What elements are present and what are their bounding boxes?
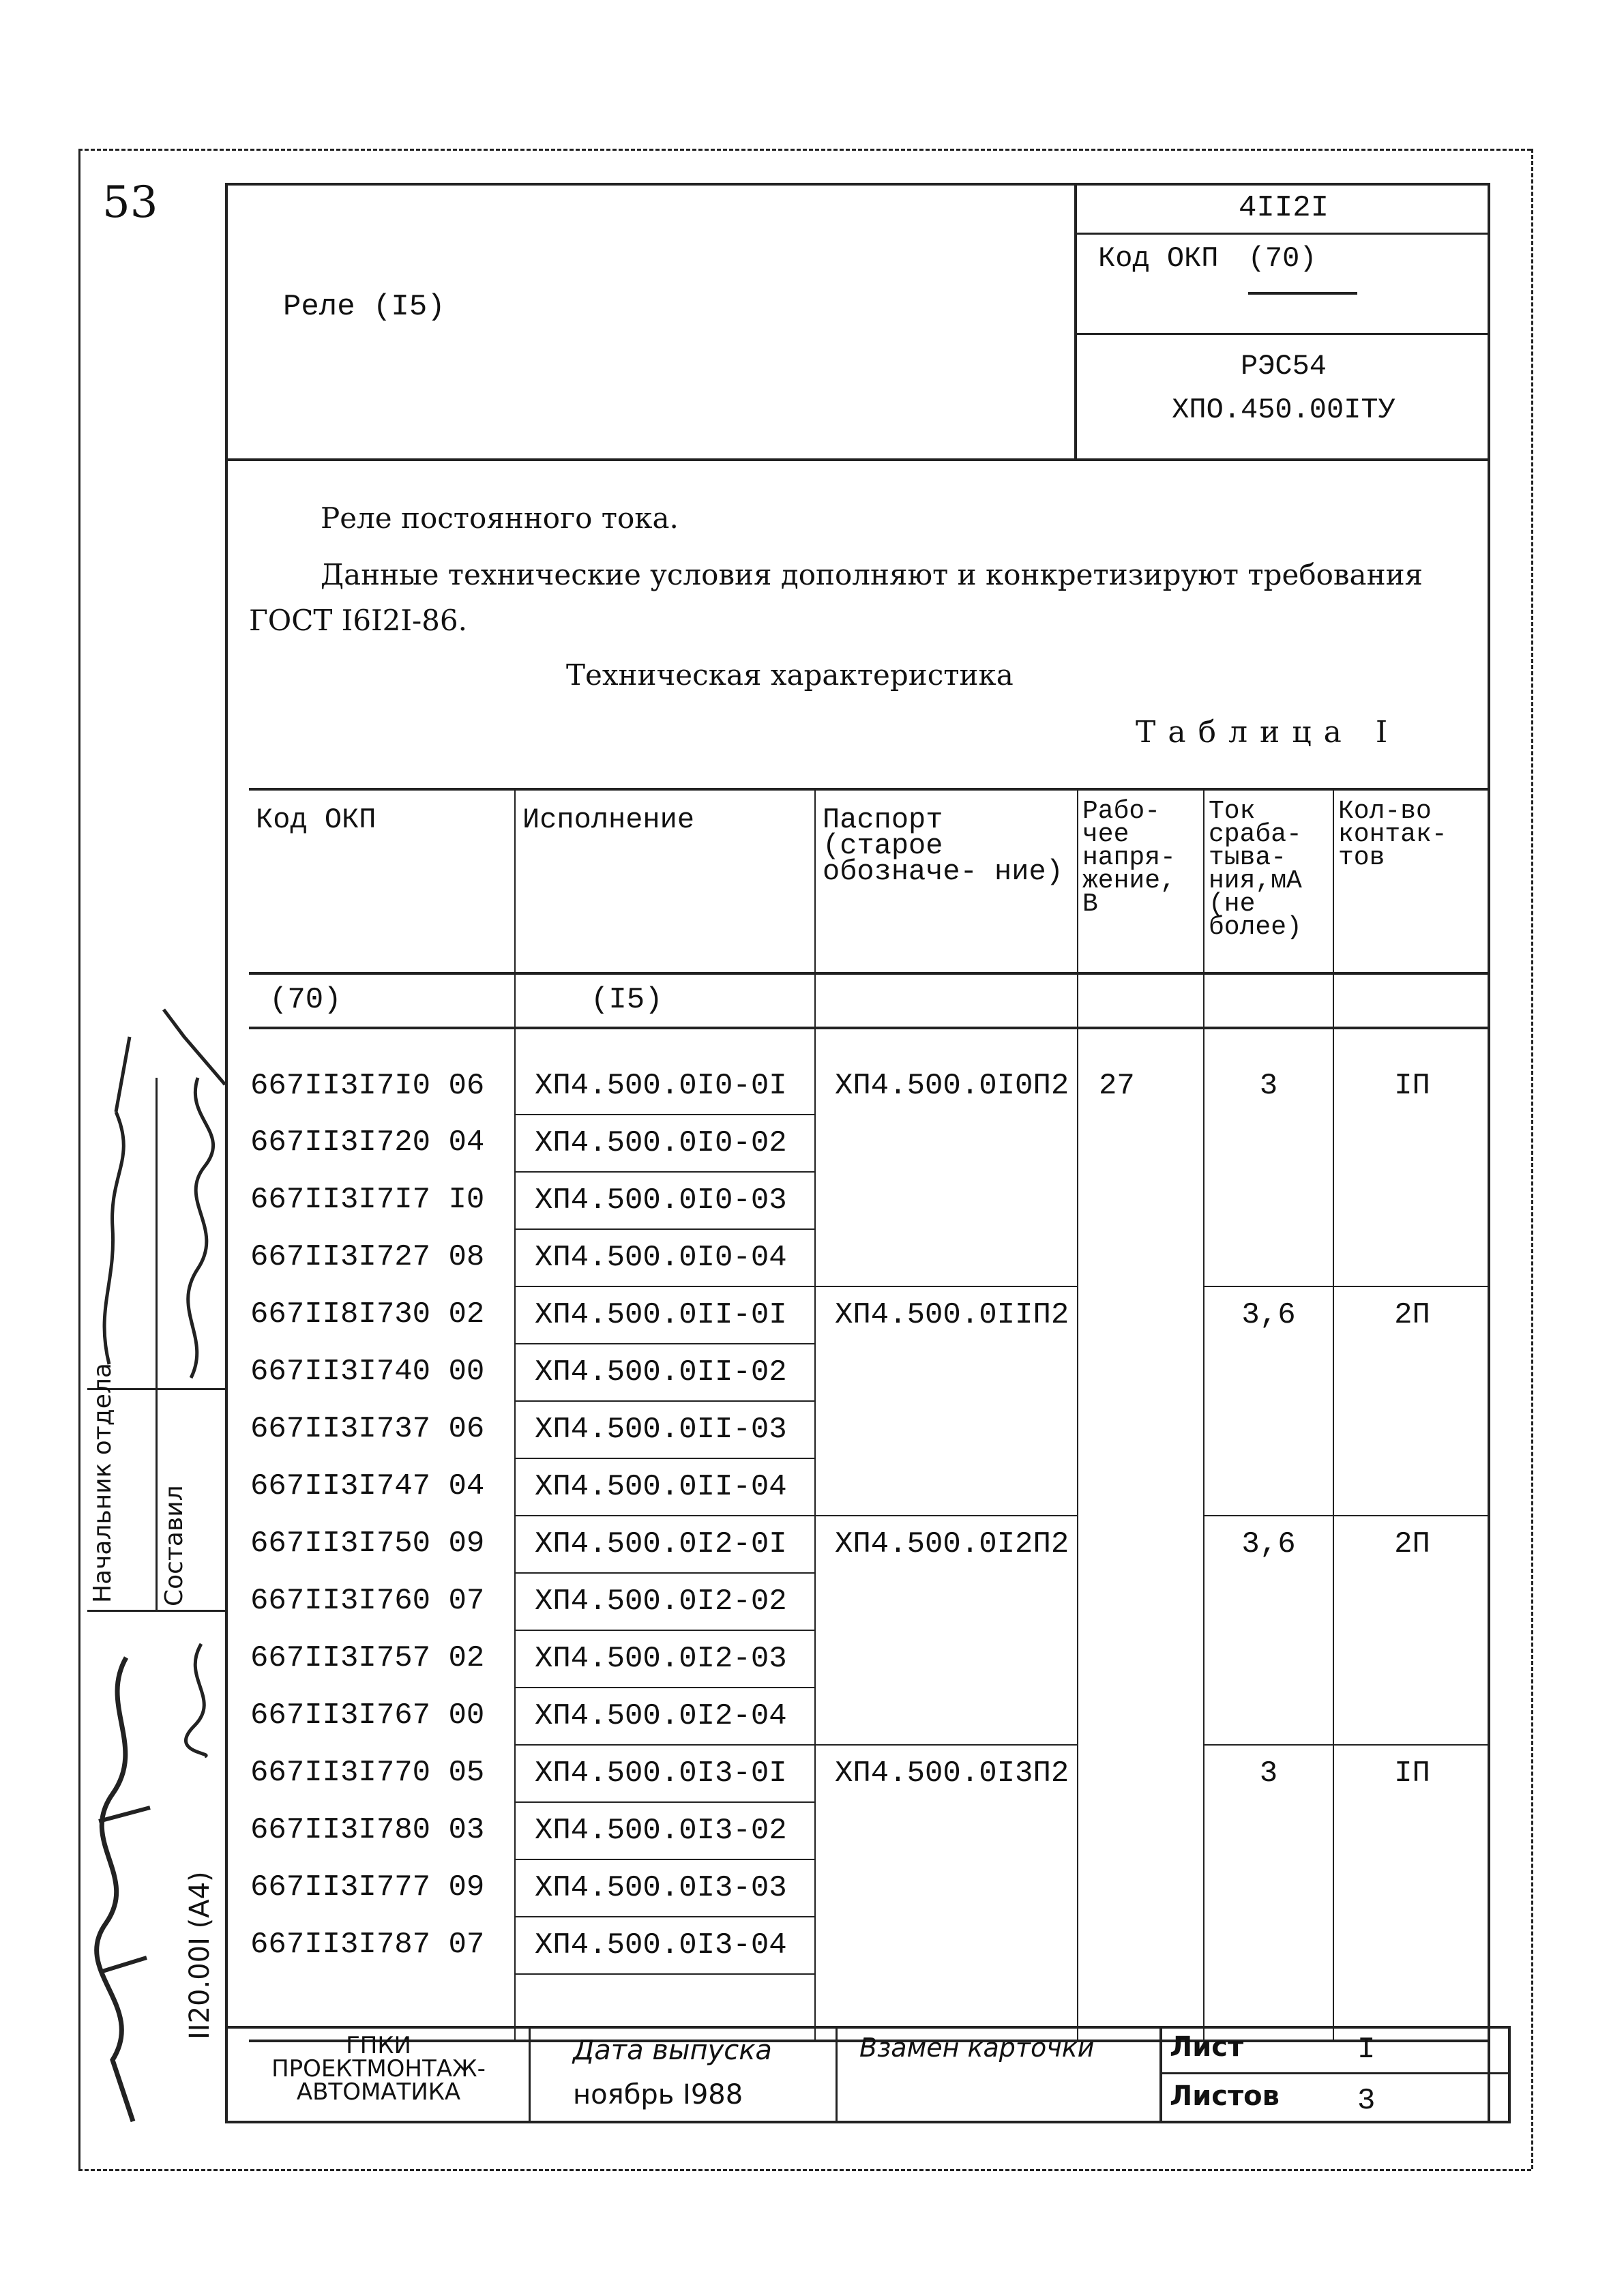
cell-contacts: IП [1333,1745,1490,1802]
cell-current: 3,6 [1204,1516,1333,1573]
cell-voltage [1078,1344,1204,1401]
table-row [249,1058,1490,1115]
cell-okp-code: 667II8I730 02 [250,1297,485,1331]
cell-okp-code: 667II3I727 08 [250,1240,485,1274]
cell-voltage [1078,1688,1204,1745]
cell-current [1204,1802,1333,1859]
cell-okp-code: 667II3I777 09 [250,1870,485,1904]
table-label: Таблица I [1136,715,1400,750]
cell-execution: ХП4.500.0I0-04 [515,1229,815,1286]
cell-voltage [1078,1115,1204,1172]
cell-okp-code: 667II3I7I0 06 [250,1069,485,1103]
cell-passport [815,1802,1078,1859]
cell-okp-code: 667II3I767 00 [250,1698,485,1733]
subheader-okp: (70) [249,973,515,1028]
table-row [249,1516,1490,1573]
cell-current [1204,1630,1333,1688]
footer-sheet-label: Лист [1170,2031,1244,2063]
footer-divider-2 [836,2026,838,2123]
frame-left [78,149,80,2169]
cell-execution: ХП4.500.0I3-03 [515,1859,815,1917]
org-line-2: ПРОЕКТМОНТАЖ- [271,2055,486,2082]
cell-current [1204,1344,1333,1401]
cell-okp-code: 667II3I7I7 I0 [250,1183,485,1217]
cell-okp-code: 667II3I770 05 [250,1756,485,1790]
cell-execution: ХП4.500.0II-03 [515,1401,815,1458]
cell-voltage [1078,1630,1204,1688]
table-row [249,1859,1490,1917]
section-title: Техническая характеристика [566,658,1014,692]
table-header-row [249,789,1490,973]
cell-voltage: 27 [1078,1058,1204,1115]
cell-current [1204,1115,1333,1172]
cell-execution: ХП4.500.0I2-0I [515,1516,815,1573]
handwritten-note [85,1651,160,2128]
cell-voltage [1078,1516,1204,1573]
table-row [249,1630,1490,1688]
cell-contacts [1333,1802,1490,1859]
cell-passport [815,1172,1078,1229]
cell-voltage [1078,1917,1204,1974]
cell-current [1204,1401,1333,1458]
table-row [249,1802,1490,1859]
cell-execution: ХП4.500.0II-0I [515,1286,815,1344]
header-title: Реле (I5) [283,290,445,324]
cell-passport [815,1573,1078,1630]
table-row [249,1172,1490,1229]
footer-sheet-value: I [1357,2033,1376,2067]
header-execution: Исполнение [515,789,815,973]
table-row [249,1286,1490,1344]
header-type [1077,344,1490,432]
cell-contacts [1333,1573,1490,1630]
header-current: Ток сраба- тыва- ния,мА (не более) [1204,789,1333,973]
okp-underline [1248,292,1357,295]
signature-head [89,1023,164,1378]
cell-passport [815,1859,1078,1917]
stamp-form-code: II20.00I (А4) [184,1871,216,2040]
cell-okp-code: 667II3I780 03 [250,1813,485,1847]
cell-current [1204,1458,1333,1516]
table-subheader-row [249,973,1490,1028]
table-row [249,1917,1490,1974]
table-row [249,1458,1490,1516]
cell-voltage [1078,1573,1204,1630]
okp-value: (70) [1247,242,1317,275]
cell-current [1204,1172,1333,1229]
cell-passport: ХП4.500.0IIП2 [815,1286,1078,1344]
cell-current [1204,1229,1333,1286]
header-code: 4II2I [1077,183,1490,235]
cell-execution: ХП4.500.0I3-0I [515,1745,815,1802]
cell-okp-code: 667II3I750 09 [250,1527,485,1561]
cell-passport: ХП4.500.0I0П2 [815,1058,1078,1115]
stamp-divider-bottom [87,1610,225,1612]
cell-current [1204,1688,1333,1745]
cell-passport [815,1458,1078,1516]
footer-sheets-label: Листов [1170,2080,1280,2112]
cell-execution: ХП4.500.0I2-02 [515,1573,815,1630]
subheader-exec: (I5) [515,973,815,1028]
cell-voltage [1078,1229,1204,1286]
footer-sheet-divider [1159,2072,1511,2074]
cell-execution: ХП4.500.0I3-04 [515,1917,815,1974]
check-mark [157,996,232,1091]
intro-line-1: Реле постоянного тока. [321,501,679,535]
relay-type: РЭС54 [1240,350,1327,383]
cell-voltage [1078,1458,1204,1516]
cell-current: 3 [1204,1058,1333,1115]
cell-contacts [1333,1115,1490,1172]
cell-okp-code: 667II3I760 07 [250,1584,485,1618]
cell-execution: ХП4.500.0II-04 [515,1458,815,1516]
footer-date-label: Дата выпуска [573,2035,772,2066]
table-row [249,1115,1490,1172]
stamp-role-author: Составил [160,1485,188,1606]
cell-contacts [1333,1172,1490,1229]
cell-passport [815,1630,1078,1688]
frame-right [1531,149,1533,2169]
cell-okp-code: 667II3I737 06 [250,1412,485,1446]
okp-label: Код ОКП [1098,242,1219,275]
table-row [249,1745,1490,1802]
cell-contacts: 2П [1333,1516,1490,1573]
cell-current: 3 [1204,1745,1333,1802]
cell-contacts [1333,1344,1490,1401]
header-okp-code: Код ОКП [249,789,515,973]
footer-organization [228,2034,529,2104]
header-voltage: Рабо- чее напря- жение, В [1078,789,1204,973]
footer-sheets-value: 3 [1357,2084,1376,2118]
cell-contacts [1333,1917,1490,1974]
page-number: 53 [102,177,158,228]
intro-line-2: Данные технические условия дополняют и конкретизируют требования [321,558,1423,591]
cell-contacts: IП [1333,1058,1490,1115]
cell-voltage [1078,1172,1204,1229]
cell-contacts [1333,1630,1490,1688]
org-line-3: АВТОМАТИКА [296,2078,461,2106]
cell-passport [815,1917,1078,1974]
cell-contacts [1333,1229,1490,1286]
cell-voltage [1078,1745,1204,1802]
footer-divider-1 [529,2026,531,2123]
cell-current: 3,6 [1204,1286,1333,1344]
table-row [249,1688,1490,1745]
cell-okp-code: 667II3I747 04 [250,1469,485,1503]
cell-contacts: 2П [1333,1286,1490,1344]
cell-contacts [1333,1859,1490,1917]
table-row [249,1229,1490,1286]
cell-voltage [1078,1859,1204,1917]
stamp-role-head: Начальник отдела [89,1363,117,1603]
cell-current [1204,1917,1333,1974]
cell-contacts [1333,1458,1490,1516]
cell-okp-code: 667II3I757 02 [250,1641,485,1675]
initials [174,1637,228,1760]
cell-execution: ХП4.500.0I2-03 [515,1630,815,1688]
cell-passport [815,1344,1078,1401]
header-okp [1098,242,1316,275]
cell-current [1204,1859,1333,1917]
cell-execution: ХП4.500.0II-02 [515,1344,815,1401]
cell-passport [815,1115,1078,1172]
frame-top [78,149,1531,151]
table-row [249,1573,1490,1630]
frame-bottom [78,2169,1531,2171]
footer-date-value: ноябрь I988 [573,2079,743,2110]
table-row [249,1344,1490,1401]
cell-passport: ХП4.500.0I3П2 [815,1745,1078,1802]
signature-author [164,1064,225,1392]
cell-execution: ХП4.500.0I3-02 [515,1802,815,1859]
cell-okp-code: 667II3I740 00 [250,1355,485,1389]
cell-current [1204,1573,1333,1630]
org-line-1: ГПКИ [346,2032,411,2059]
cell-execution: ХП4.500.0I2-04 [515,1688,815,1745]
spec-table [249,788,1490,2042]
cell-passport: ХП4.500.0I2П2 [815,1516,1078,1573]
cell-execution: ХП4.500.0I0-0I [515,1058,815,1115]
cell-contacts [1333,1401,1490,1458]
cell-passport [815,1688,1078,1745]
cell-contacts [1333,1688,1490,1745]
footer-replace-label: Взамен карточки [859,2033,1095,2063]
cell-passport [815,1401,1078,1458]
header-contacts: Кол-во контак- тов [1333,789,1490,973]
intro-line-3: ГОСТ I6I2I-86. [249,604,467,637]
cell-execution: ХП4.500.0I0-03 [515,1172,815,1229]
cell-okp-code: 667II3I787 07 [250,1928,485,1962]
cell-voltage [1078,1286,1204,1344]
cell-passport [815,1229,1078,1286]
cell-voltage [1078,1802,1204,1859]
header-subdivider [1077,333,1490,335]
table-row [249,1401,1490,1458]
cell-execution: ХП4.500.0I0-02 [515,1115,815,1172]
header-passport: Паспорт (старое обозначе- ние) [815,789,1078,973]
spec-number: ХПО.450.00IТУ [1172,394,1395,426]
cell-voltage [1078,1401,1204,1458]
cell-okp-code: 667II3I720 04 [250,1125,485,1160]
